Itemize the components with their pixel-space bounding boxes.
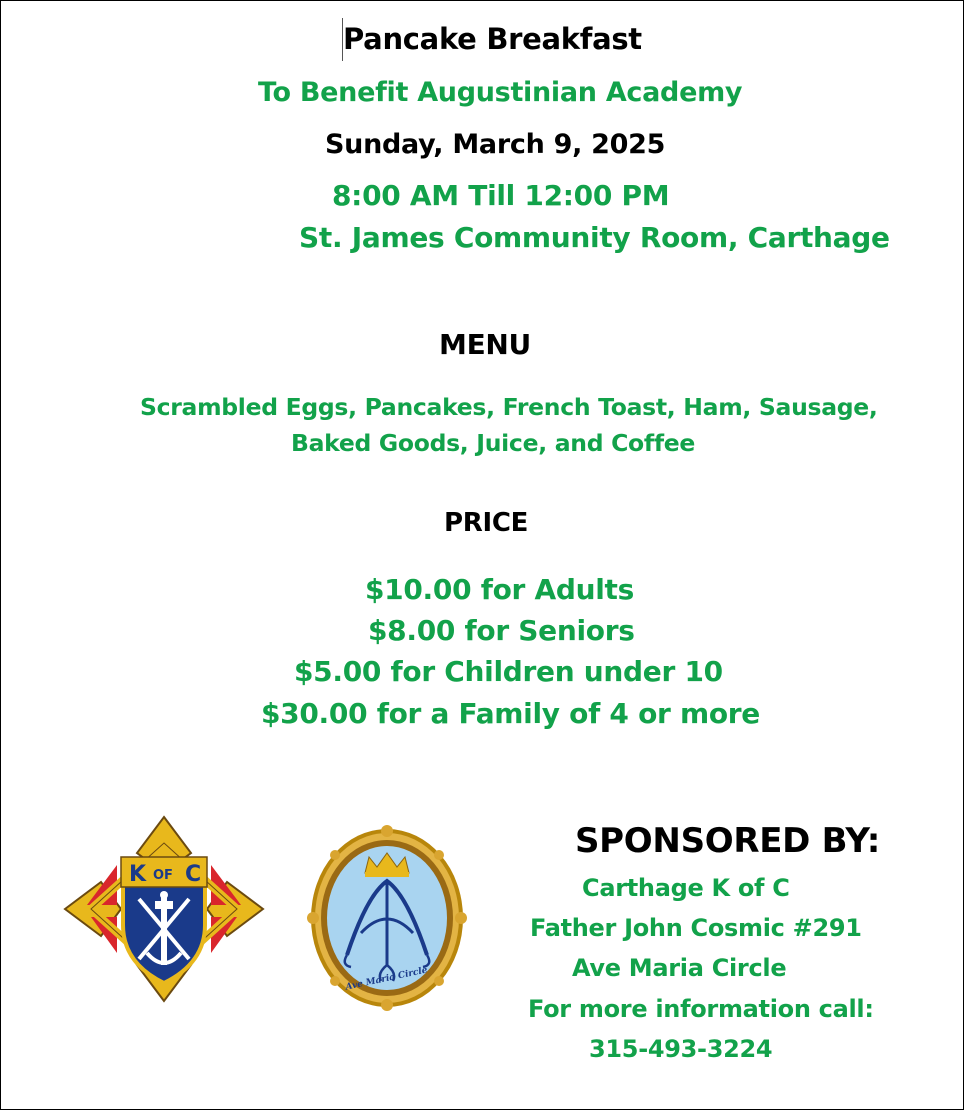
menu-items-line-2: Baked Goods, Juice, and Coffee [291,429,696,457]
menu-heading: MENU [439,328,531,361]
sponsor-father-john-cosmic: Father John Cosmic #291 [530,914,862,942]
kofc-letter-k: K [129,862,147,887]
event-date: Sunday, March 9, 2025 [325,129,666,160]
price-seniors: $8.00 for Seniors [368,614,635,647]
info-call-text: For more information call: [528,995,874,1023]
event-location: St. James Community Room, Carthage [299,221,890,254]
phone-number: 315-493-3224 [589,1035,773,1063]
event-time: 8:00 AM Till 12:00 PM [332,179,670,212]
event-beneficiary: To Benefit Augustinian Academy [258,77,743,108]
price-family: $30.00 for a Family of 4 or more [261,697,760,730]
ave-maria-logo-text: Ave Maria Circle [344,965,429,993]
price-children: $5.00 for Children under 10 [294,655,723,688]
kofc-letter-c: C [185,862,202,887]
kofc-letters-of: OF [153,868,173,883]
ave-maria-circle-logo [307,825,467,1011]
menu-items-line-1: Scrambled Eggs, Pancakes, French Toast, Ham, Sausage, [140,393,878,421]
sponsor-carthage-kofc: Carthage K of C [582,874,790,902]
price-adults: $10.00 for Adults [365,573,634,606]
event-title: Pancake Breakfast [343,22,642,56]
price-heading: PRICE [444,508,529,538]
sponsor-ave-maria-circle: Ave Maria Circle [572,954,787,982]
knights-of-columbus-logo [61,813,267,1005]
sponsors-heading: SPONSORED BY: [575,821,881,861]
